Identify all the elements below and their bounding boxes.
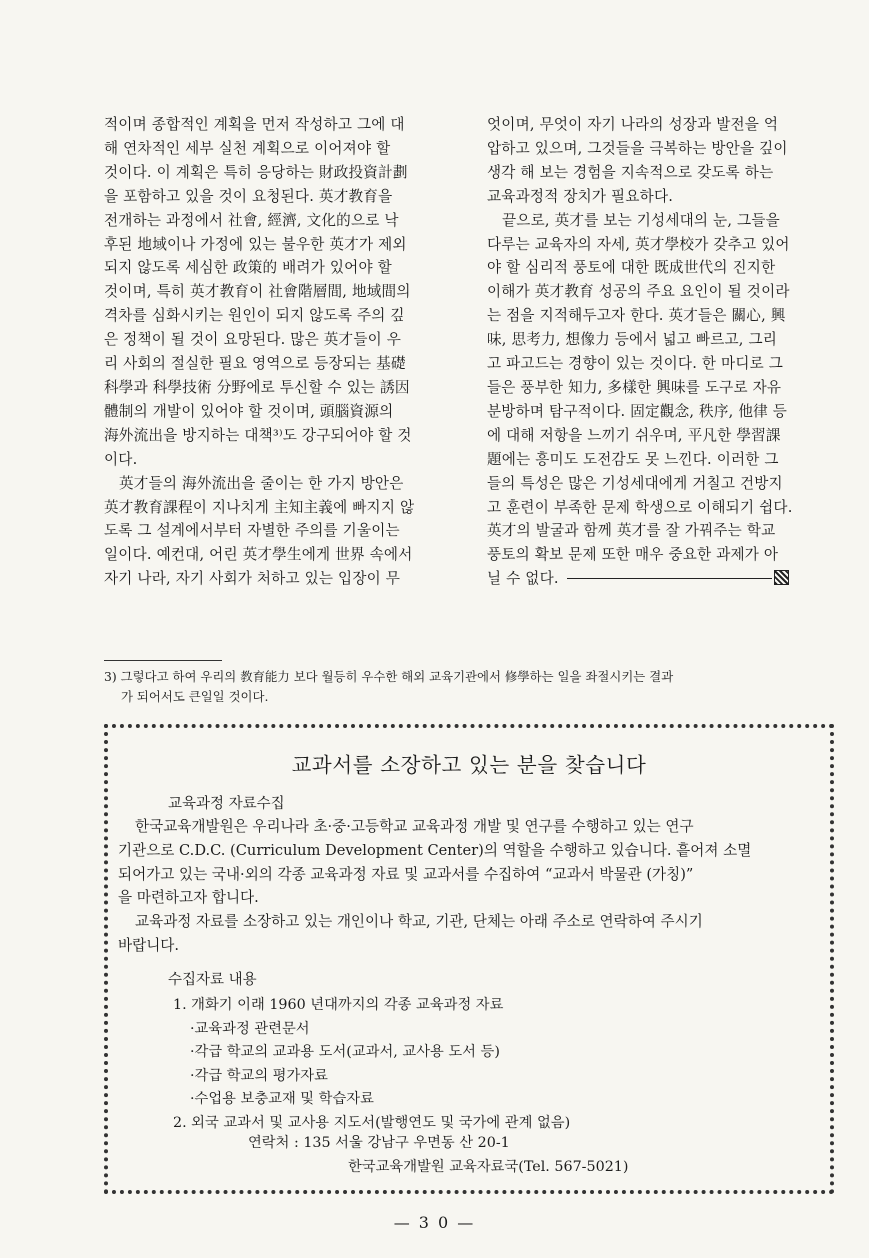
notice-title: 교과서를 소장하고 있는 분을 찾습니다 bbox=[291, 753, 647, 777]
text-line: 는 점을 지적해두고자 한다. 英才들은 關心, 興 bbox=[487, 307, 786, 325]
text-line: 英才들의 海外流出을 줄이는 한 가지 방안은 bbox=[119, 474, 404, 492]
text-line: 體制의 개발이 있어야 할 것이며, 頭腦資源의 bbox=[104, 402, 394, 420]
sub-item: ·수업용 보충교재 및 학습자료 bbox=[190, 1091, 374, 1107]
text-line: 끝으로, 英才를 보는 기성세대의 눈, 그들을 bbox=[502, 211, 780, 229]
text-line: 분방하며 탐구적이다. 固定觀念, 秩序, 他律 등 bbox=[487, 402, 788, 420]
text-line-final bbox=[487, 567, 835, 591]
text-line: 일이다. 예컨대, 어린 英才學生에게 世界 속에서 bbox=[104, 546, 413, 564]
notice-box bbox=[104, 724, 834, 1194]
text-line: 味, 思考力, 想像力 등에서 넓고 빠르고, 그리 bbox=[487, 331, 778, 349]
text-line: 이다. bbox=[104, 450, 138, 468]
text-line: 題에는 흥미도 도전감도 못 느낀다. 이러한 그 bbox=[487, 450, 779, 468]
text-line: 자기 나라, 자기 사회가 처하고 있는 입장이 무 bbox=[104, 570, 401, 588]
text-line: 英才의 발굴과 함께 英才를 잘 가꿔주는 학교 bbox=[487, 522, 776, 540]
notice-line: 바랍니다. bbox=[118, 936, 180, 954]
text-line: 풍토의 확보 문제 또한 매우 중요한 과제가 아 bbox=[487, 546, 779, 564]
text-line: 엇이며, 무엇이 자기 나라의 성장과 발전을 억 bbox=[487, 116, 779, 133]
list-item: 1. 개화기 이래 1960 년대까지의 각종 교육과정 자료 bbox=[173, 997, 504, 1013]
sub-item: ·각급 학교의 평가자료 bbox=[190, 1067, 328, 1084]
text-line: 다루는 교육자의 자세, 英才學校가 갖추고 있어 bbox=[487, 235, 790, 253]
text-line: 고 훈련이 부족한 문제 학생으로 이해되기 쉽다. bbox=[487, 498, 793, 516]
contact-address: 연락처 : 135 서울 강남구 우면동 산 20-1 bbox=[248, 1135, 510, 1151]
text-line: 은 정책이 될 것이 요망된다. 많은 英才들이 우 bbox=[104, 331, 402, 349]
text-line: 것이다. 이 계획은 특히 응당하는 財政投資計劃 bbox=[104, 163, 408, 181]
text-line: 적이며 종합적인 계획을 먼저 작성하고 그에 대 bbox=[104, 116, 405, 133]
end-rule bbox=[567, 578, 772, 579]
notice-line: 되어가고 있는 국내·외의 각종 교육과정 자료 및 교과서를 수집하여 “교과서 박물관 (가칭)” bbox=[118, 865, 694, 883]
collection-items-list bbox=[173, 994, 570, 1135]
left-column bbox=[104, 113, 454, 591]
page-number: — 3 0 — bbox=[393, 1213, 476, 1232]
text-line: 도록 그 설계에서부터 자별한 주의를 기울이는 bbox=[104, 522, 400, 540]
end-of-article-icon bbox=[774, 570, 789, 585]
footnote-divider bbox=[104, 660, 222, 661]
text-line: 압하고 있으며, 그것들을 극복하는 방안을 깊이 bbox=[487, 139, 788, 157]
notice-line: 한국교육개발원은 우리나라 초·중·고등학교 교육과정 개발 및 연구를 수행하고 있는 연구 bbox=[135, 818, 694, 835]
text-line: 해 연차적인 세부 실천 계획으로 이어져야 할 bbox=[104, 139, 391, 157]
contact-info bbox=[248, 1131, 628, 1179]
text-line: 리 사회의 절실한 필요 영역으로 등장되는 基礎 bbox=[104, 355, 406, 373]
text-line: 이해가 英才教育 성공의 주요 요인이 될 것이라 bbox=[487, 283, 790, 301]
footnote bbox=[104, 667, 844, 707]
text-line: 되지 않도록 세심한 政策的 배려가 있어야 할 bbox=[104, 259, 392, 277]
notice-body bbox=[118, 815, 830, 958]
sub-item: ·교육과정 관련문서 bbox=[190, 1020, 310, 1037]
text-line: 생각 해 보는 경험을 지속적으로 갖도록 하는 bbox=[487, 163, 774, 181]
notice-heading-collection: 교육과정 자료수집 bbox=[168, 796, 285, 812]
right-column bbox=[487, 113, 835, 591]
text-line: 전개하는 과정에서 社會, 經濟, 文化的으로 낙 bbox=[104, 211, 399, 229]
notice-line: 교육과정 자료를 소장하고 있는 개인이나 학교, 기관, 단체는 아래 주소로 연락하여 주시기 bbox=[135, 913, 703, 931]
final-text: 닐 수 없다. bbox=[487, 570, 559, 588]
footnote-line: 3) 그렇다고 하여 우리의 教育能力 보다 월등히 우수한 해외 교육기관에서 修學하는 일을 좌절시키는 결과 bbox=[104, 669, 674, 684]
text-line: 에 대해 저항을 느끼기 쉬우며, 平凡한 學習課 bbox=[487, 426, 781, 444]
contact-org: 한국교육개발원 교육자료국(Tel. 567-5021) bbox=[348, 1159, 629, 1175]
text-line: 海外流出을 방지하는 대책³⁾도 강구되어야 할 것 bbox=[104, 426, 412, 444]
notice-heading-items: 수집자료 내용 bbox=[168, 972, 257, 988]
text-line: 고 파고드는 경향이 있는 것이다. 한 마디로 그 bbox=[487, 355, 784, 373]
text-line: 야 할 심리적 풍토에 대한 既成世代의 진지한 bbox=[487, 259, 776, 277]
text-line: 英才教育課程이 지나치게 主知主義에 빠지지 않 bbox=[104, 498, 415, 516]
notice-line: 기관으로 C.D.C. (Curriculum Development Center)의 역할을 수행하고 있습니다. 흩어져 소멸 bbox=[118, 841, 752, 859]
notice-line: 을 마련하고자 합니다. bbox=[118, 889, 259, 907]
text-line: 들의 특성은 많은 기성세대에게 거칠고 건방지 bbox=[487, 474, 783, 492]
text-line: 교육과정적 장치가 필요하다. bbox=[487, 187, 674, 205]
text-line: 科學과 科學技術 分野에로 투신할 수 있는 誘因 bbox=[104, 378, 410, 396]
text-line: 격차를 심화시키는 원인이 되지 않도록 주의 깊 bbox=[104, 307, 405, 325]
text-line: 들은 풍부한 知力, 多樣한 興味를 도구로 자유 bbox=[487, 378, 782, 396]
text-line: 을 포함하고 있을 것이 요청된다. 英才教育을 bbox=[104, 187, 393, 205]
footnote-line: 가 되어서도 큰일일 것이다. bbox=[121, 689, 269, 704]
sub-item: ·각급 학교의 교과용 도서(교과서, 교사용 도서 등) bbox=[190, 1044, 500, 1060]
text-line: 것이며, 특히 英才教育이 社會階層間, 地域間의 bbox=[104, 283, 411, 301]
list-item: 2. 외국 교과서 및 교사용 지도서(발행연도 및 국가에 관계 없음) bbox=[173, 1114, 571, 1131]
text-line: 후된 地域이나 가정에 있는 불우한 英才가 제외 bbox=[104, 235, 407, 253]
